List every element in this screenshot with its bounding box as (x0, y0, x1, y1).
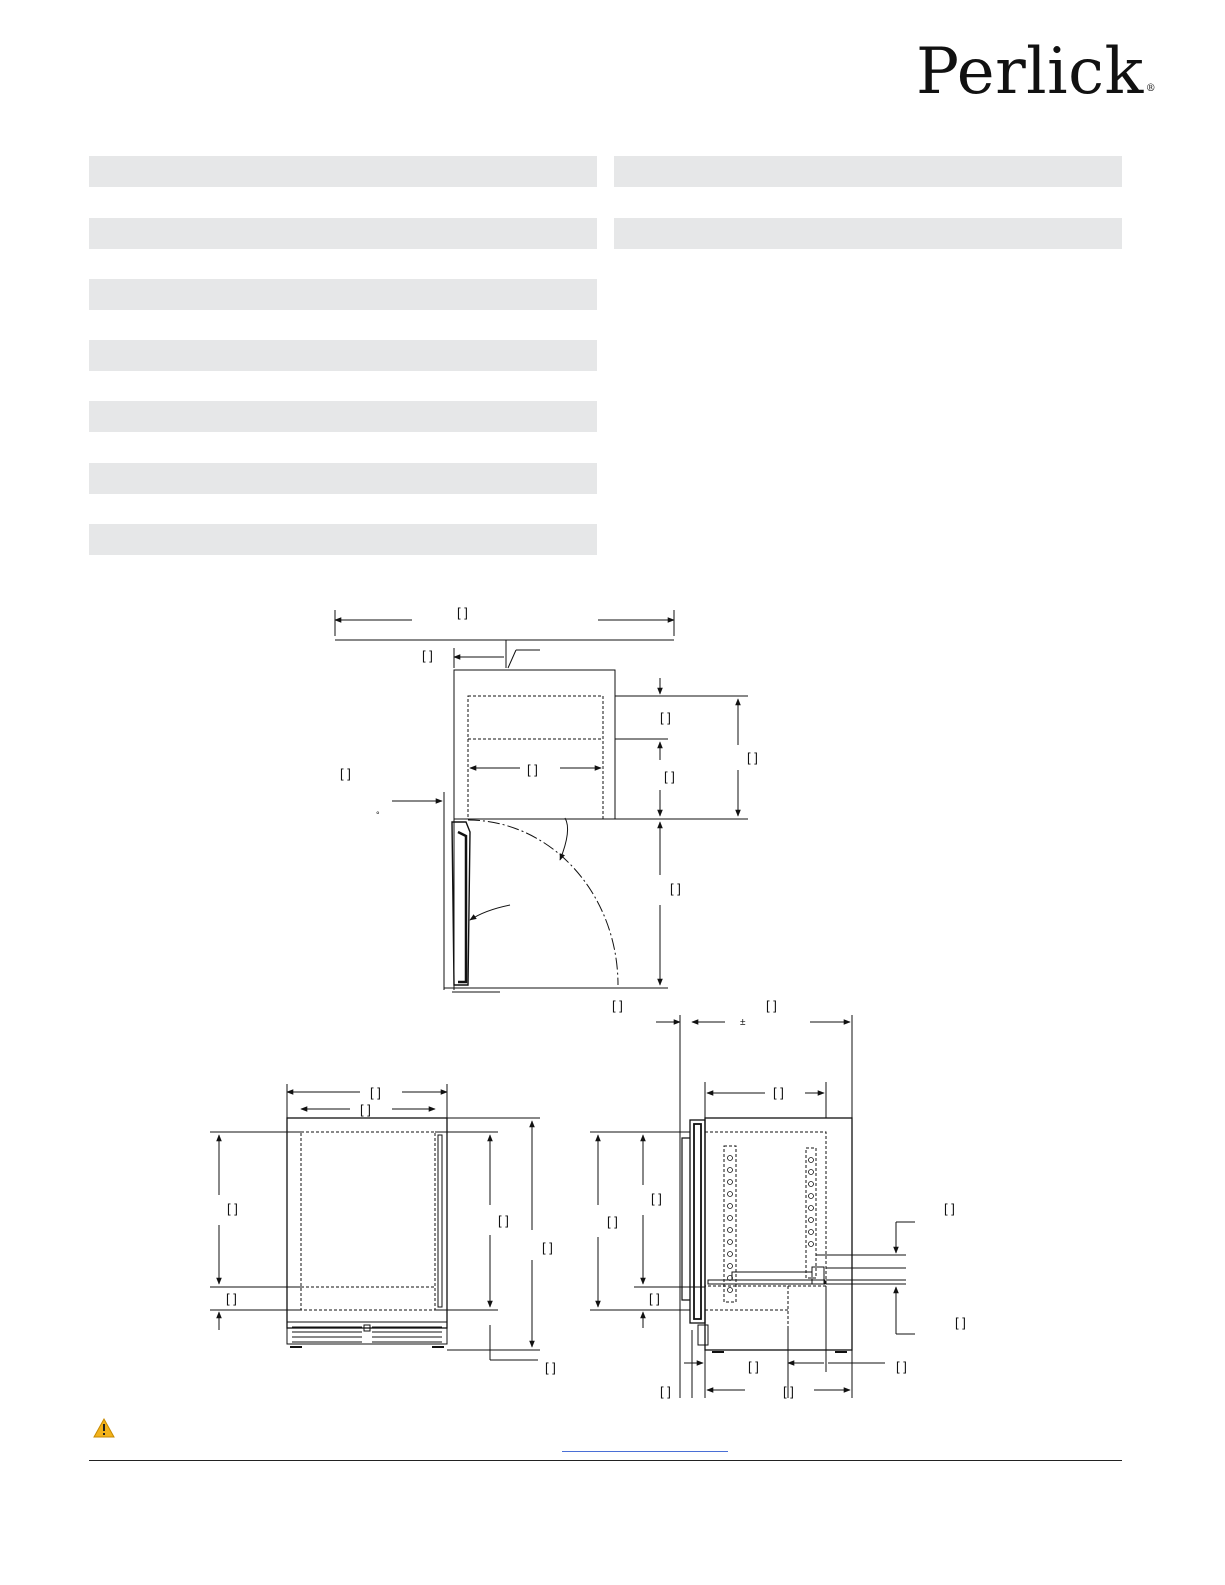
dim-label-front-height-c: [ ] (498, 1213, 509, 1228)
dim-label-top-offset: [ ] (422, 648, 433, 663)
footer-divider (89, 1460, 1122, 1461)
dim-label-depth-total: [ ] (747, 750, 758, 765)
dim-label-front-toe: [ ] (545, 1360, 556, 1375)
dim-label-front-width: [ ] (370, 1085, 381, 1100)
dim-label-door-swing: [ ] (670, 881, 681, 896)
dim-label-shelf-a: [ ] (944, 1201, 955, 1216)
dim-label-depth-b: [ ] (664, 769, 675, 784)
dim-label-door-clearance: [ ] (340, 766, 351, 781)
dim-label-side-height-a: [ ] (607, 1214, 618, 1229)
degree-mark: ° (376, 810, 380, 820)
dim-label-front-interior-width: [ ] (360, 1102, 371, 1117)
dim-label-side-bottom-a: [ ] (748, 1359, 759, 1374)
dim-label-bottom-b: [ ] (766, 998, 777, 1013)
registered-mark: ® (1145, 83, 1157, 94)
dim-label-side-bottom-b: [ ] (896, 1359, 907, 1374)
dim-label-interior-width: [ ] (527, 762, 538, 777)
plus-minus-mark: ± (740, 1017, 746, 1028)
dim-label-side-height-c: [ ] (649, 1291, 660, 1306)
dim-label-depth-a: [ ] (660, 710, 671, 725)
dim-label-side-overall-depth: [ ] (783, 1384, 794, 1399)
warning-triangle-icon (93, 1418, 115, 1438)
side-view (590, 1015, 966, 1399)
top-view (335, 605, 850, 1028)
web-link-underline[interactable] (562, 1451, 728, 1452)
dim-label-side-door: [ ] (660, 1384, 671, 1399)
front-view (210, 1084, 556, 1375)
dim-label-front-height-total: [ ] (542, 1240, 553, 1255)
dim-label-front-height-a: [ ] (227, 1201, 238, 1216)
logo-text: Perlick (916, 35, 1144, 109)
dim-label-shelf-b: [ ] (955, 1315, 966, 1330)
dim-label-overall-width: [ ] (457, 605, 468, 620)
dim-label-side-top-depth: [ ] (773, 1085, 784, 1100)
dim-label-side-height-b: [ ] (651, 1191, 662, 1206)
dim-label-bottom-a: [ ] (612, 998, 623, 1013)
dim-label-front-height-b: [ ] (226, 1291, 237, 1306)
